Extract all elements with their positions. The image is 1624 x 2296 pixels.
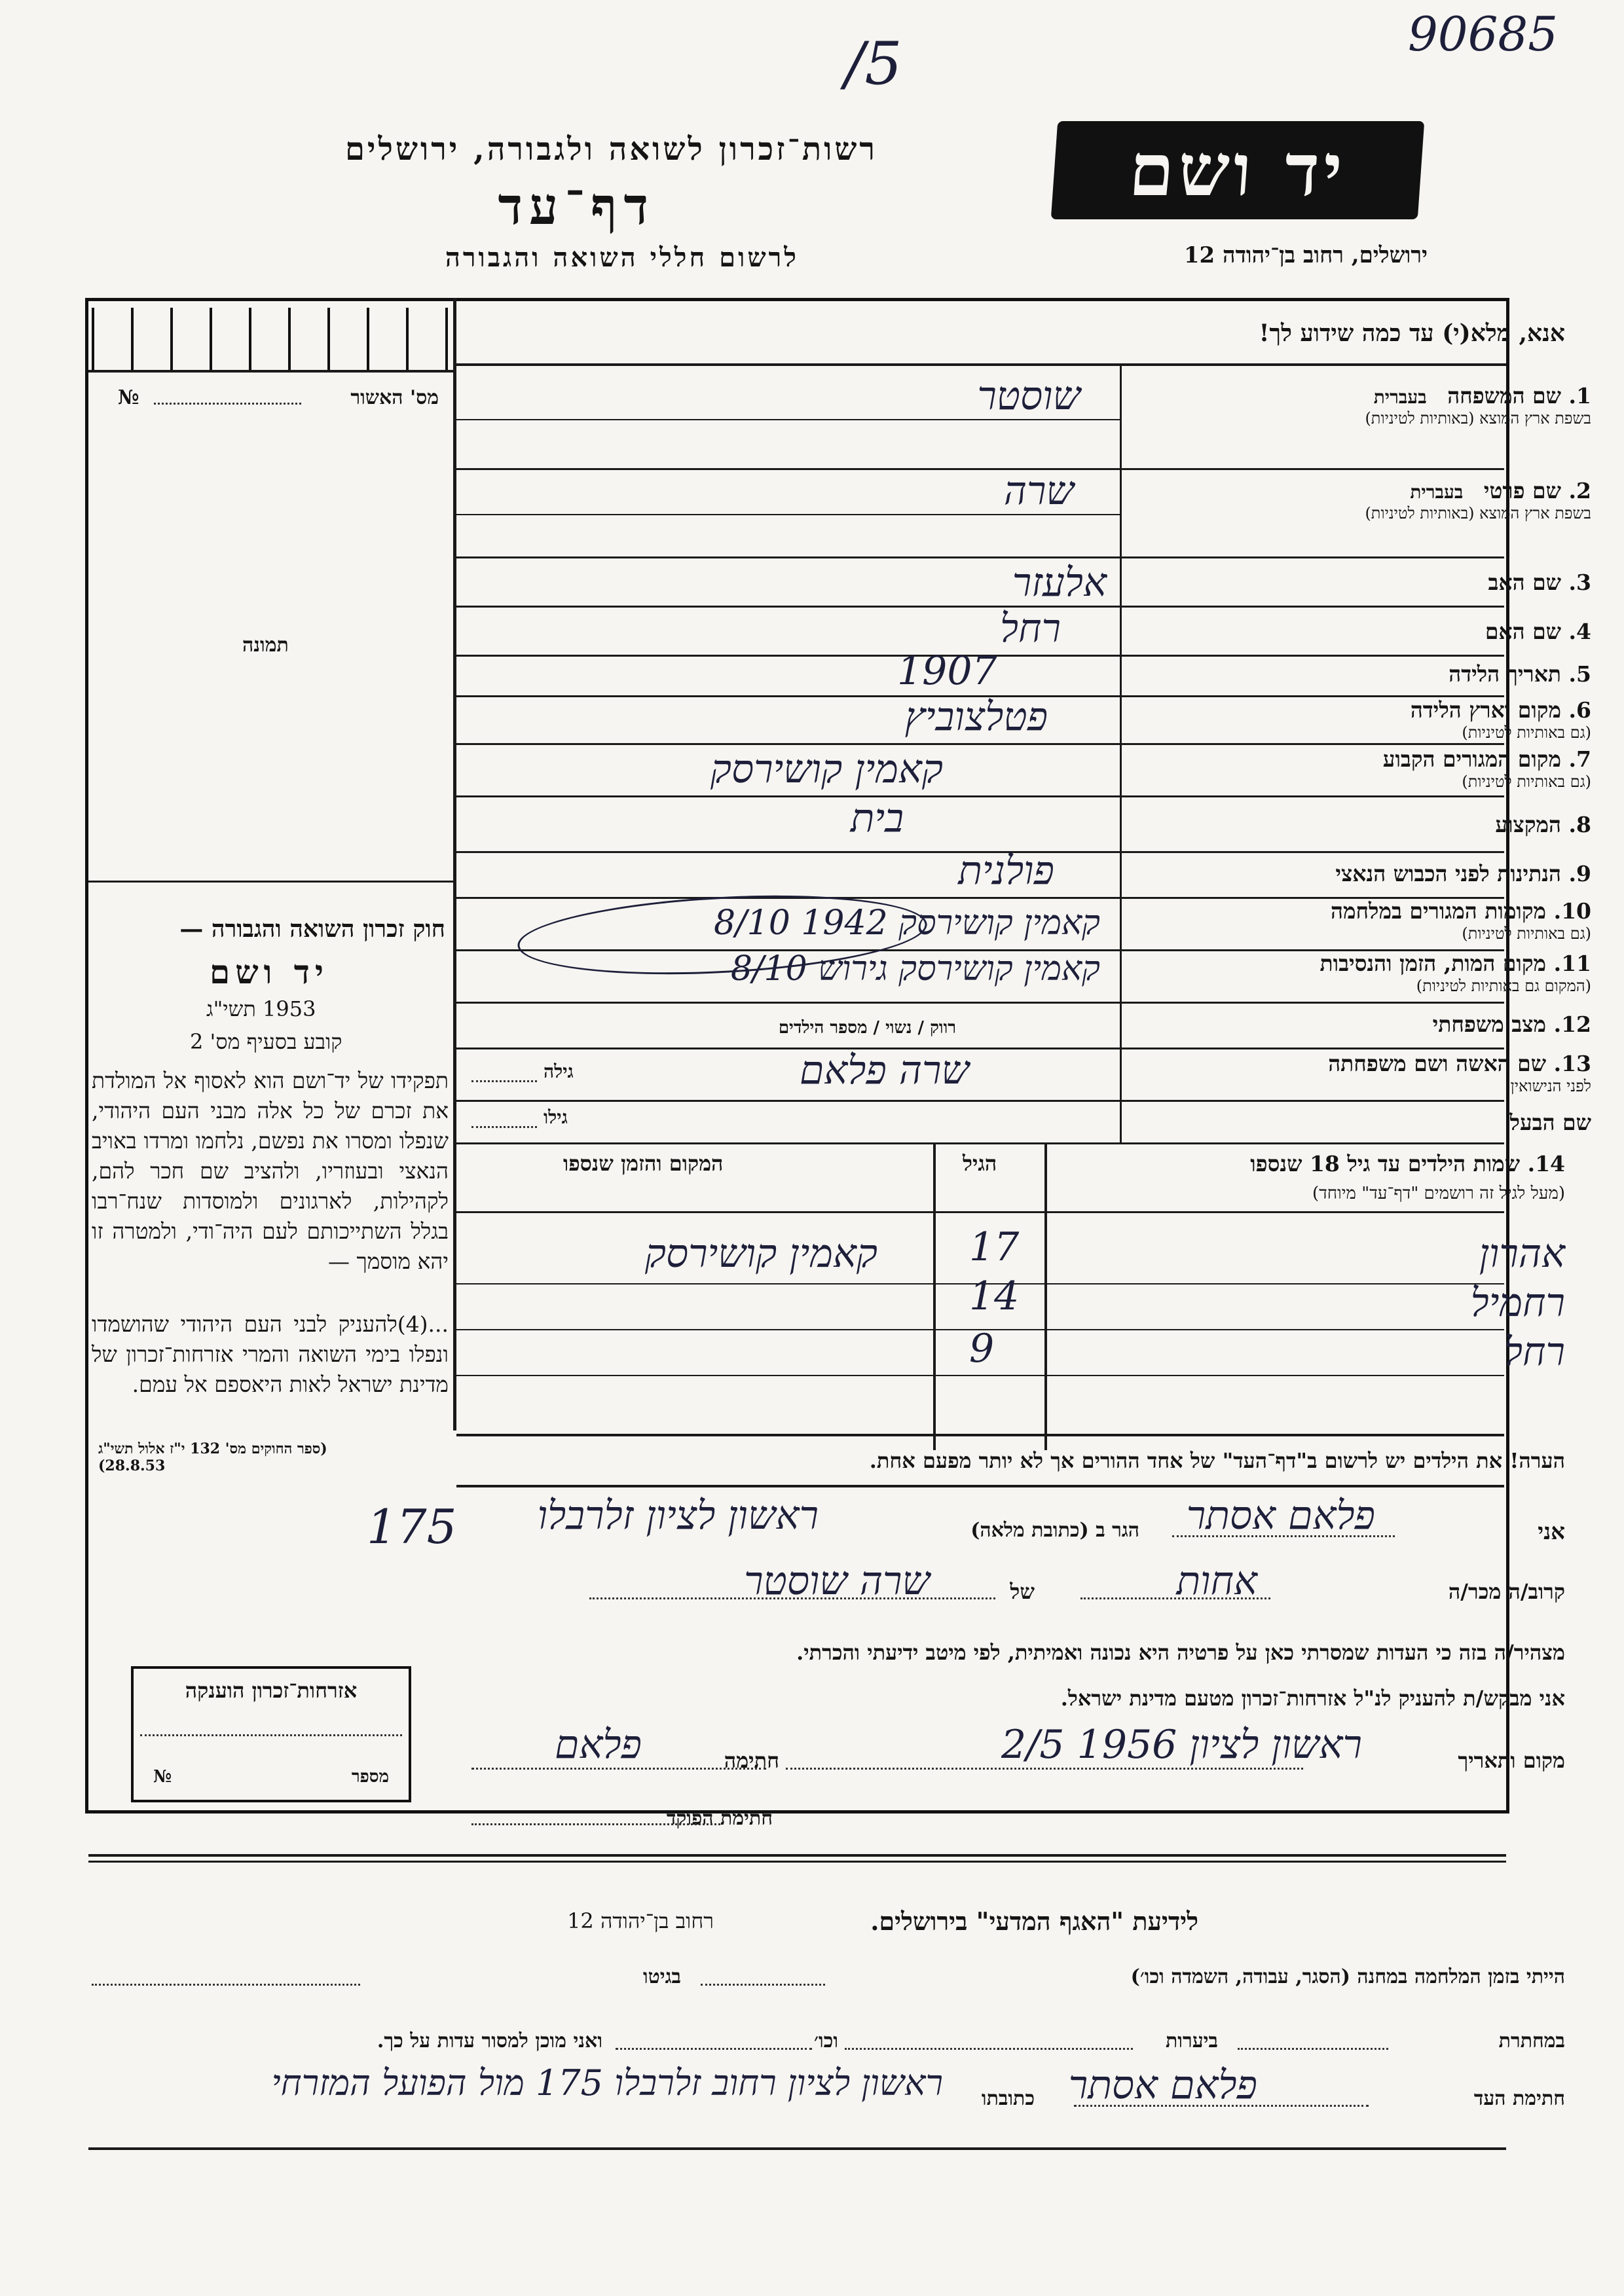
decl-relation[interactable]: אחות: [1176, 1558, 1257, 1604]
husband-age-label: גילו: [544, 1106, 568, 1128]
children-title: [1250, 1151, 1565, 1177]
child-1-name[interactable]: אהרון: [1479, 1231, 1565, 1277]
decl-place-date-label: מקום ותאריך: [1458, 1748, 1565, 1773]
law-title: חוק זכרון השואה והגבורה —: [179, 915, 445, 943]
law-org: יד ושם: [210, 953, 329, 991]
first-name-value[interactable]: שרה: [1003, 468, 1074, 514]
citizenship-no: №: [153, 1767, 172, 1787]
child-3-age[interactable]: 9: [969, 1326, 995, 1372]
field-1-label: שם המשפחה: [1447, 383, 1562, 409]
children-sub: (מעל לגיל זה רושמים "דף־עד" מיוחד): [1312, 1184, 1565, 1203]
field-birth-date: [1238, 661, 1591, 687]
field-marital-status: [1238, 1011, 1591, 1038]
form-title: דף־עד: [498, 177, 655, 236]
children-col-age: הגיל: [963, 1151, 997, 1176]
field-death-place: [1238, 951, 1591, 996]
field-husband-name: [1238, 1110, 1591, 1136]
children-col-place: המקום והזמן שנספו: [563, 1151, 724, 1176]
decl-request: אני מבקש/ת להעניק לנ"ל אזרחות־זכרון מטעם מדינת ישראל.: [1060, 1686, 1565, 1711]
field-father-name: [1238, 570, 1591, 596]
field-1-num: 1.: [1568, 383, 1591, 409]
intro-text: אנא, מלא(י) עד כמה שידוע לך!: [1259, 319, 1565, 347]
field-9-label: הנתינות לפני הכבוש הנאצי: [1335, 861, 1562, 886]
footer-ghetto: בגיטו: [642, 1965, 681, 1988]
field-10-num: 10.: [1553, 898, 1591, 924]
decl-resides-label: הגר ב (כתובת מלאה): [970, 1519, 1139, 1542]
field-13-num: 13.: [1553, 1051, 1591, 1076]
law-body: תפקידו של יד־ושם הוא לאסוף אל המולדת את זכרם של כל אלה מבני העם היהודי, שנפלו ומסרו את נפשם, נלחמו ומרדו באויב הנאצי ובעוזריו, ולהציב שם חכר להם, לקהילות, לארגונים ולמוסדות שנח־רבו בגלל השתייכותם לעם היה־ודי, ולמטרה זו יהא מוסמך —: [92, 1068, 449, 1274]
form-subtitle: לרשום חללי השואה והגבורה: [445, 242, 799, 273]
children-note: הערה! את הילדים יש לרשום ב"דף־העד" של אחד ההורים אך לא יותר מפעם אחת.: [869, 1448, 1565, 1473]
law-reference: (ספר החוקים מס' 132 י"ז אלול תשי"ג 28.8.53): [98, 1440, 327, 1474]
header-address: ירושלים, רחוב בן־יהודה 12: [1183, 242, 1428, 268]
child-2-name[interactable]: רחמיל: [1470, 1280, 1565, 1326]
child-1-age[interactable]: 17: [969, 1224, 1020, 1270]
serial-number: 90685: [1408, 7, 1559, 62]
field-4-label: שם האם: [1485, 619, 1562, 644]
law-body-cont: ...(4)להעניק לבני העם היהודי שהושמדו ונפלו בימי השואה והמרי אזרחות־זכרון של מדינת ישראל לאות היאספם אל עמם.: [92, 1311, 449, 1397]
decl-relative-label: קרוב/ה מכר/ה: [1448, 1579, 1565, 1604]
field-5-num: 5.: [1568, 661, 1591, 687]
citizenship-number-label: מספר: [351, 1767, 389, 1787]
field-8-label: המקצוע: [1495, 812, 1562, 837]
decl-address[interactable]: ראשון לציון זלרבלו: [537, 1493, 819, 1539]
authority-title: רשות־זכרון לשואה ולגבורה, ירושלים: [344, 131, 877, 168]
decl-statement: מצהיר/ה בזה כי העדות שמסרתי כאן על פרטיה היא נכונה ואמיתית, לפי מיטב ידיעתי והכרתי.: [796, 1640, 1565, 1665]
citizenship-title: אזרחות־זכרון הוענקה: [185, 1678, 358, 1703]
decl-ani: אני: [1538, 1519, 1565, 1545]
decl-signature[interactable]: פלאם: [555, 1722, 642, 1768]
field-wife-name: [1238, 1051, 1591, 1096]
nationality-value[interactable]: פולנית: [958, 848, 1054, 894]
residence-value[interactable]: קאמין קושירסק: [710, 746, 943, 792]
field-nationality: [1238, 861, 1591, 887]
decl-place-date[interactable]: ראשון לציון 1956 2/5: [1001, 1722, 1362, 1768]
wartime-residence-value[interactable]: קאמין קושירסק 1942 8/10: [714, 903, 1100, 943]
mother-name-value[interactable]: רחל: [999, 606, 1061, 651]
field-mother-name: [1238, 619, 1591, 645]
field-residence: [1238, 746, 1591, 792]
field-2-num: 2.: [1568, 478, 1591, 503]
law-year: 1953 תשי"ג: [206, 996, 316, 1021]
footer-witness[interactable]: פלאם אסתר: [1068, 2062, 1257, 2108]
footer-addr-label: כתובתו: [981, 2087, 1035, 2110]
footer-address: רחוב בן־יהודה 12: [567, 1908, 714, 1933]
field-7-label: מקום המגורים הקבוע: [1382, 746, 1562, 772]
wife-age-label: גילה: [544, 1061, 574, 1082]
field-6-sub: (גם באותיות לטיניות): [1462, 723, 1591, 742]
field-12-num: 12.: [1553, 1011, 1591, 1037]
field-3-label: שם האב: [1488, 570, 1562, 595]
field-13-sub: לפני הנישואין: [1510, 1077, 1591, 1095]
field-10-label: מקומות המגורים במלחמה: [1330, 898, 1547, 924]
page-mark: /5: [845, 29, 902, 98]
field-first-name: [1238, 478, 1591, 523]
footer-witness-label: חתימת העד: [1473, 2087, 1565, 2110]
field-13-label: שם האשה ושם משפחתה: [1328, 1051, 1547, 1076]
field-9-num: 9.: [1568, 861, 1591, 886]
field-2-tag: בעברית: [1410, 481, 1464, 503]
occupation-value[interactable]: בית: [850, 795, 904, 841]
field-family-name: [1238, 383, 1591, 428]
father-name-value[interactable]: אלעזר: [1012, 560, 1107, 606]
field-6-label: מקום וארץ הלידה: [1410, 697, 1562, 723]
approval-number-label: №: [118, 386, 139, 409]
death-place-value[interactable]: קאמין קושירסק גירוש 8/10: [730, 949, 1100, 989]
field-7-num: 7.: [1568, 746, 1591, 772]
decl-address-number[interactable]: 175: [367, 1499, 457, 1554]
footer-witness-address[interactable]: ראשון לציון רחוב זלרבלו 175 מול הפועל המזרחי: [271, 2062, 943, 2104]
logo-text: יד ושם: [1126, 128, 1349, 212]
field-10-sub: (גם באותיות לטיניות): [1462, 924, 1591, 943]
field-5-label: תאריך הלידה: [1449, 661, 1562, 687]
child-3-name[interactable]: רחל: [1504, 1329, 1565, 1375]
footer-line1: הייתי בזמן המלחמה במחנה (הסגר, עבודה, השמדה וכו׳): [1130, 1965, 1565, 1988]
decl-name[interactable]: פלאם אסתר: [1186, 1493, 1375, 1539]
footer-title: לידיעת "האגף המדעי" בירושלים.: [870, 1906, 1198, 1936]
decl-shel: של: [1010, 1579, 1035, 1604]
footer-etc: וכו׳: [814, 2030, 838, 2052]
decl-clerk-label: חתימת הפוקד: [666, 1807, 773, 1830]
footer-underground: במחתרת: [1498, 2030, 1565, 2052]
children-title-text: שמות הילדים עד גיל 18 שנספו: [1250, 1151, 1521, 1176]
family-name-value[interactable]: שוסטר: [977, 373, 1080, 419]
footer-forests: ביערות: [1165, 2030, 1218, 2052]
decl-signature-label: חתימה: [724, 1748, 779, 1773]
child-1-place[interactable]: קאמין קושירסק: [644, 1231, 877, 1277]
approval-ticks: [92, 308, 449, 370]
field-occupation: [1238, 812, 1591, 838]
field-6-num: 6.: [1568, 697, 1591, 723]
field-3-num: 3.: [1568, 570, 1591, 595]
yad-vashem-logo: [1051, 121, 1424, 219]
child-2-age[interactable]: 14: [969, 1273, 1020, 1319]
decl-relative-of[interactable]: שרה שוסטר: [744, 1558, 930, 1604]
children-num: 14.: [1527, 1151, 1565, 1176]
birth-date-value[interactable]: 1907: [897, 648, 997, 694]
field-7-sub: (גם באותיות לטיניות): [1462, 773, 1591, 791]
field-birth-place: [1238, 697, 1591, 742]
footer-willing: ואני מוכן למסור עדות על כך.: [377, 2030, 602, 2052]
field-2-label: שם פרטי: [1483, 478, 1562, 503]
field-1-tag: בעברית: [1373, 386, 1427, 408]
field-husband-label: שם הבעל: [1509, 1110, 1591, 1135]
field-12-label: מצב משפחתי: [1432, 1011, 1547, 1037]
field-11-sub: (המקום גם באותיות לטיניות): [1416, 977, 1591, 995]
law-clause: קובע בסעיף מס' 2: [190, 1029, 342, 1054]
field-1-sub: בשפת ארץ המוצא (באותיות לטיניות): [1365, 409, 1591, 428]
field-11-label: מקום המות, הזמן והנסיבות: [1320, 951, 1547, 976]
approval-label: מס' האשור: [350, 386, 439, 409]
birth-place-value[interactable]: פטלצוביץ: [904, 694, 1048, 740]
marital-status-options: רווק / נשוי / מספר הילדים: [778, 1018, 956, 1038]
field-2-sub: בשפת ארץ המוצא (באותיות לטיניות): [1365, 504, 1591, 522]
field-4-num: 4.: [1568, 619, 1591, 644]
field-wartime-residence: [1238, 898, 1591, 943]
citizenship-box: [131, 1666, 411, 1802]
photo-label: תמונה: [242, 634, 289, 657]
wife-name-value[interactable]: שרה פלאם: [799, 1048, 969, 1093]
field-8-num: 8.: [1568, 812, 1591, 837]
field-11-num: 11.: [1553, 951, 1591, 976]
